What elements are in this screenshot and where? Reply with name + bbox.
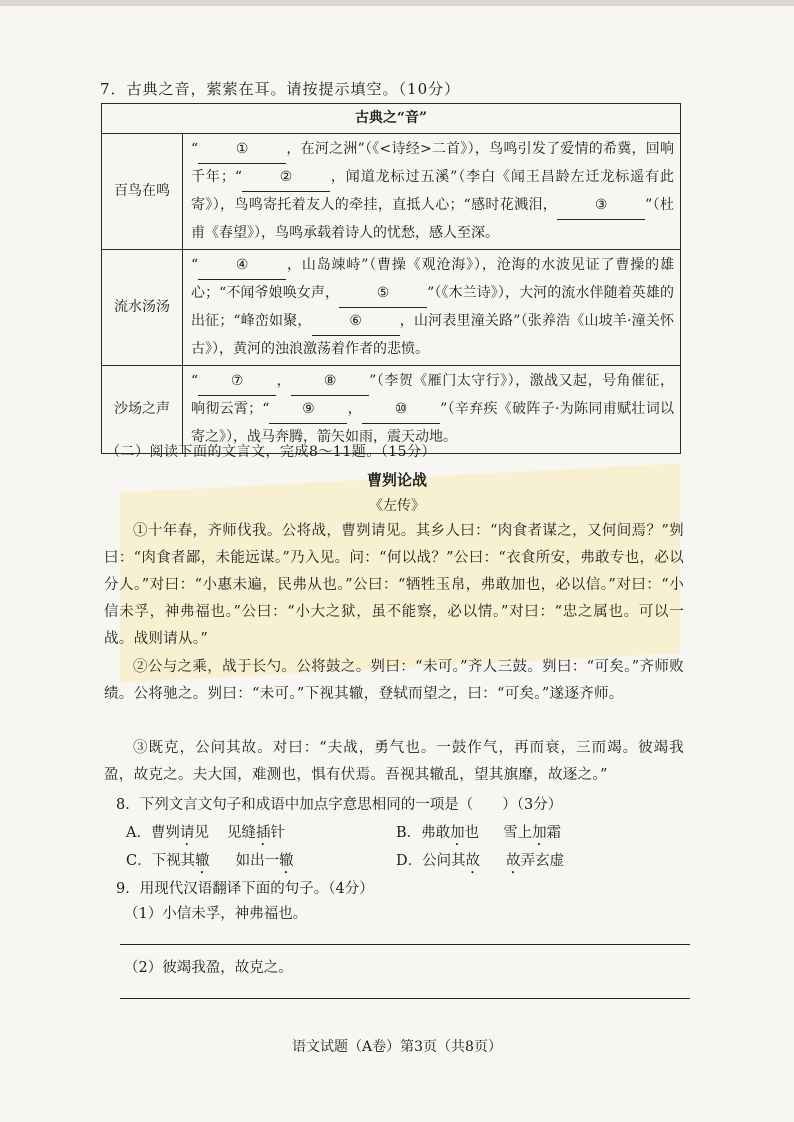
article-paragraph-2: ②公与之乘，战于长勺。公将鼓之。刿曰：“未可。”齐人三鼓。刿曰：“可矣。”齐师败绩。公将驰之。刿曰：“未可。”下视其辙，登轼而望之，曰：“可矣。”遂逐齐师。 (104, 659, 684, 702)
fill-blank[interactable]: ⑦ (198, 368, 276, 396)
question-9-prompt: 9．用现代汉语翻译下面的句子。（4分） (116, 881, 374, 897)
text-segment: ，山河表里潼关路”（张养浩《山坡羊·潼关怀古》），黄河的浊浪激荡着作者的悲愤。 (191, 313, 674, 357)
text-segment: ，山岛竦峙”（曹操《观沧海》），沧海的水波见证了曹操的雄心；“不闻爷娘唤女声， (191, 257, 674, 301)
row-text (183, 250, 681, 366)
dotted-char: 请 (179, 825, 195, 841)
fill-blank[interactable]: ⑤ (339, 280, 427, 308)
option-text: 弗敢 (421, 825, 451, 841)
idiom-text: 见缝 (226, 825, 256, 841)
text-segment: ”（辛弃疾《破阵子·为陈同甫赋壮词以寄之》），战马奔腾，箭矢如雨，震天动地。 (191, 401, 675, 445)
top-edge (0, 0, 794, 6)
article-paragraph-1: ①十年春，齐师伐我。公将战，曹刿请见。其乡人曰：“肉食者谋之，又何间焉？”刿曰：“肉食者鄙，未能远谋。”乃入见。问：“何以战？”公曰：“衣食所安，弗敢专也，必以分人。”对曰：“小惠未遍，民弗从也。”公曰：“牺牲玉帛，弗敢加也，必以信。”对曰：“小信未孚，神弗福也。”公曰：“小大之狱，虽不能察，必以情。”对曰：“忠之属也。可以一战。战则请从。” (104, 523, 684, 647)
dotted-char: 辙 (195, 853, 210, 869)
idiom-text: 如出一 (235, 853, 280, 869)
text-segment: ， (276, 373, 292, 389)
fill-blank[interactable]: ① (198, 136, 286, 164)
question-7-prompt: 7．古典之音，萦萦在耳。请按提示填空。（10分） (100, 80, 461, 98)
answer-line-1[interactable] (120, 944, 690, 945)
dotted-char: 插 (255, 825, 271, 841)
option-a[interactable] (126, 821, 285, 849)
text-segment: ”（李贺《雁门太守行》），激战又起，号角催征，响彻云霄；“ (191, 373, 675, 417)
article-paragraph-3: ③既克，公问其故。对曰：“夫战，勇气也。一鼓作气，再而衰，三而竭。彼竭我盈，故克之。夫大国，难测也，惧有伏焉。吾视其辙乱，望其旗靡，故逐之。” (104, 740, 684, 783)
text-segment: “ (191, 373, 199, 389)
row-category: 流水汤汤 (102, 250, 183, 366)
text-segment: ，在河之洲”（《<诗经>二首》），鸟鸣引发了爱情的希冀，回响千年；“ (191, 141, 674, 185)
article-source: 《左传》 (369, 498, 425, 514)
option-text: 也 (464, 825, 480, 841)
question-9-sentence-1: （1）小信未孚，神弗福也。 (124, 906, 308, 922)
option-letter: A． (126, 825, 151, 841)
page-footer: 语文试题（A卷）第3页（共8页） (292, 1039, 502, 1055)
row-category: 沙场之声 (102, 366, 183, 454)
fill-blank[interactable]: ⑨ (269, 396, 347, 424)
text-segment: ”（杜甫《春望》），鸟鸣承载着诗人的忧愁，感人至深。 (191, 197, 674, 241)
table-row (102, 134, 681, 250)
section-2-heading: （二）阅读下面的文言文，完成8～11题。（15分） (106, 444, 437, 460)
option-text: 公问其 (422, 853, 466, 869)
idiom-text: 雪上 (503, 825, 533, 841)
dotted-char: 加 (532, 825, 547, 841)
answer-line-2[interactable] (120, 998, 690, 999)
fill-blank[interactable]: ⑩ (362, 396, 440, 424)
row-category: 百鸟在鸣 (102, 134, 183, 250)
option-letter: D． (396, 853, 423, 869)
text-segment: ， (347, 401, 363, 417)
text-segment: ，闻道龙标过五溪”（李白《闻王昌龄左迁龙标遥有此寄》），鸟鸣寄托着友人的牵挂，直抵人心；“感时花溅泪， (191, 169, 674, 213)
question-8-prompt: 8．下列文言文句子和成语中加点字意思相同的一项是（ ）（3分） (116, 797, 563, 813)
dotted-char: 辙 (279, 853, 294, 869)
text-segment: “ (191, 141, 199, 157)
option-letter: B． (396, 825, 422, 841)
table-title: 古典之“音” (102, 104, 681, 134)
table-row (102, 250, 681, 366)
fill-blank[interactable]: ⑧ (291, 368, 369, 396)
dotted-char: 故 (465, 853, 481, 869)
fill-blank[interactable]: ② (242, 164, 330, 192)
idiom-text: 针 (270, 825, 285, 841)
fill-blank[interactable]: ④ (198, 252, 286, 280)
dotted-char: 故 (506, 853, 521, 869)
classical-sounds-table (101, 103, 681, 454)
option-c[interactable] (126, 849, 294, 877)
question-9-sentence-2: （2）彼竭我盈，故克之。 (124, 960, 293, 976)
option-text: 曹刿 (150, 825, 180, 841)
option-text: 下视其 (151, 853, 196, 869)
option-b[interactable] (396, 821, 561, 849)
text-segment: ”（《木兰诗》），大河的流水伴随着英雄的出征；“峰峦如聚， (191, 285, 674, 329)
option-text: 见 (194, 825, 209, 841)
idiom-text: 霜 (546, 825, 562, 841)
row-text (183, 134, 681, 250)
option-letter: C． (126, 853, 152, 869)
dotted-char: 加 (450, 825, 465, 841)
idiom-text: 弄玄虚 (520, 853, 565, 869)
text-segment: “ (191, 257, 199, 273)
fill-blank[interactable]: ⑥ (312, 308, 400, 336)
article-title: 曹刿论战 (366, 471, 427, 489)
option-d[interactable] (396, 849, 564, 877)
fill-blank[interactable]: ③ (557, 192, 645, 220)
